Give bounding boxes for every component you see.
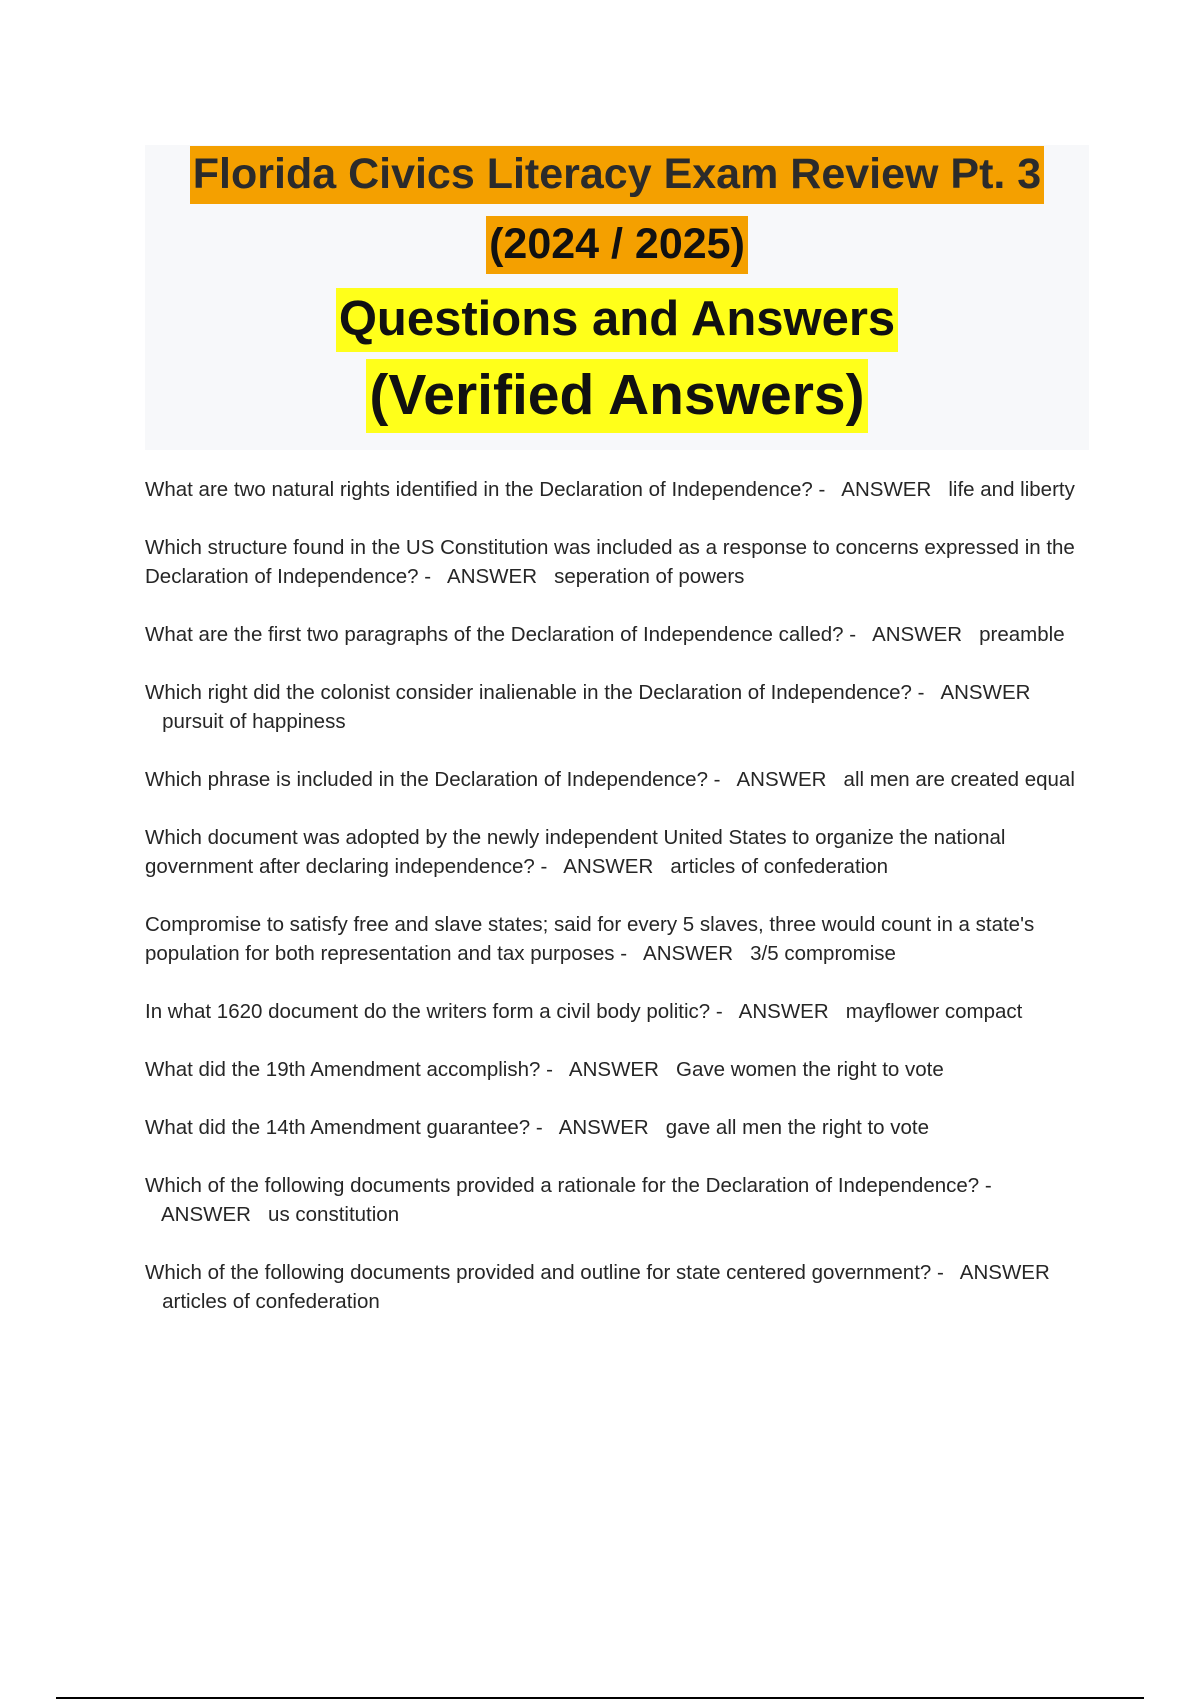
answer-text: mayflower compact	[845, 1000, 1023, 1023]
answer-label: ANSWER	[738, 1000, 829, 1023]
question-text: What are two natural rights identified in the Declaration of Independence? -	[145, 478, 826, 501]
qa-item	[145, 765, 1095, 794]
title-block	[145, 145, 1089, 450]
answer-label: ANSWER	[643, 942, 734, 965]
qa-item	[145, 533, 1095, 591]
qa-item	[145, 620, 1095, 649]
question-text: What did the 19th Amendment accomplish? -	[145, 1058, 553, 1081]
qa-item	[145, 1171, 1095, 1229]
answer-label: ANSWER	[872, 623, 963, 646]
year-text: (2024 / 2025)	[486, 216, 748, 274]
qa-item	[145, 823, 1095, 881]
answer-label: ANSWER	[736, 768, 827, 791]
question-text: Compromise to satisfy free and slave states; said for every 5 slaves, three would count in a state's population for both representation and tax purposes -	[145, 913, 1035, 965]
question-text: Which of the following documents provided a rationale for the Declaration of Independence? -	[145, 1174, 992, 1197]
document-verified-label	[145, 363, 1089, 427]
qa-item	[145, 997, 1095, 1026]
answer-text: articles of confederation	[162, 1290, 380, 1313]
answer-label: ANSWER	[563, 855, 654, 878]
qa-item	[145, 678, 1095, 736]
question-text: In what 1620 document do the writers form a civil body politic? -	[145, 1000, 723, 1023]
answer-text: pursuit of happiness	[162, 710, 346, 733]
answer-text: Gave women the right to vote	[676, 1058, 944, 1081]
answer-label: ANSWER	[841, 478, 932, 501]
answer-label: ANSWER	[160, 1203, 251, 1226]
question-text: Which document was adopted by the newly independent United States to organize the national government after declaring independence? -	[145, 826, 1006, 878]
title-text: Florida Civics Literacy Exam Review Pt. 3	[190, 146, 1044, 204]
qa-item	[145, 1113, 1095, 1142]
answer-text: preamble	[979, 623, 1065, 646]
answer-text: 3/5 compromise	[750, 942, 896, 965]
question-text: Which of the following documents provided and outline for state centered government? -	[145, 1261, 944, 1284]
question-text: Which phrase is included in the Declaration of Independence? -	[145, 768, 721, 791]
question-text: What are the first two paragraphs of the Declaration of Independence called? -	[145, 623, 857, 646]
qa-item	[145, 1055, 1095, 1084]
qa-list	[145, 475, 1095, 1345]
answer-text: seperation of powers	[554, 565, 745, 588]
answer-text: articles of confederation	[670, 855, 888, 878]
document-year	[145, 220, 1089, 268]
answer-text: us constitution	[268, 1203, 400, 1226]
answer-label: ANSWER	[940, 681, 1031, 704]
answer-text: all men are created equal	[843, 768, 1075, 791]
answer-label: ANSWER	[447, 565, 538, 588]
qa-item	[145, 475, 1095, 504]
answer-label: ANSWER	[568, 1058, 659, 1081]
subtitle-text: Questions and Answers	[336, 288, 898, 352]
document-title	[145, 150, 1089, 198]
question-text: Which right did the colonist consider inalienable in the Declaration of Independence? -	[145, 681, 925, 704]
answer-label: ANSWER	[959, 1261, 1050, 1284]
qa-item	[145, 910, 1095, 968]
document-subtitle	[145, 292, 1089, 346]
footer-divider	[56, 1697, 1144, 1699]
answer-label: ANSWER	[558, 1116, 649, 1139]
answer-text: gave all men the right to vote	[665, 1116, 930, 1139]
verified-text: (Verified Answers)	[366, 359, 867, 433]
question-text: What did the 14th Amendment guarantee? -	[145, 1116, 543, 1139]
answer-text: life and liberty	[948, 478, 1075, 501]
question-text: Which structure found in the US Constitution was included as a response to concerns expressed in the Declaration of Independence? -	[145, 536, 1075, 588]
qa-item	[145, 1258, 1095, 1316]
